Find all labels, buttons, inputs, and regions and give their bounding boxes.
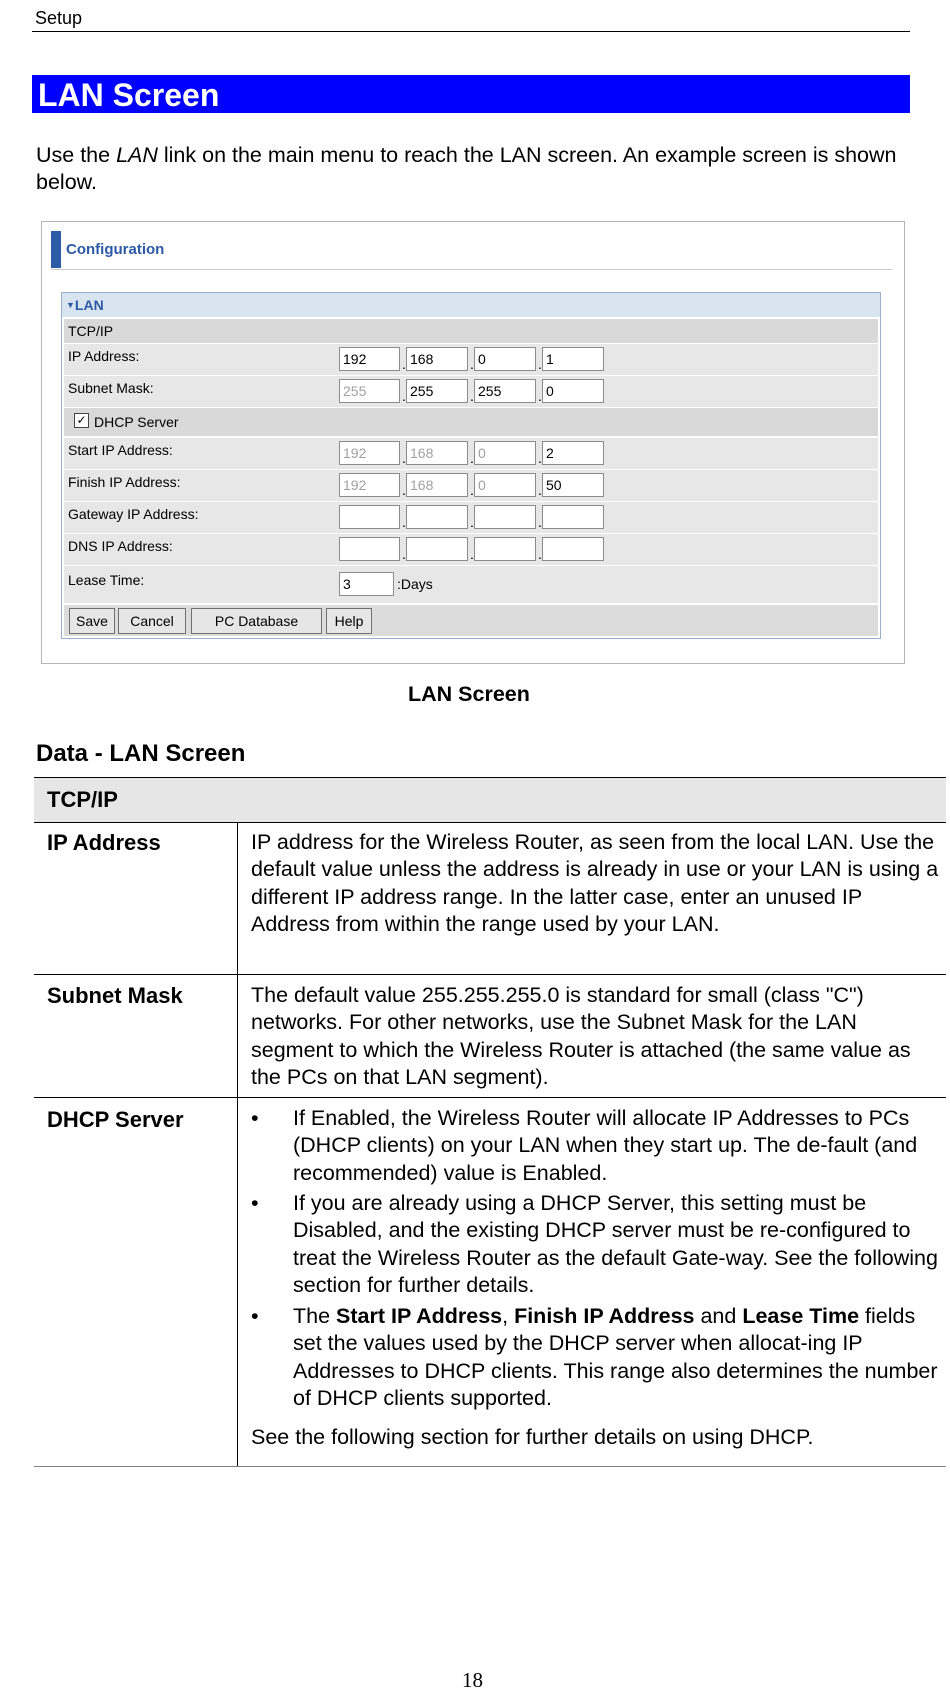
table-section-header [34, 778, 946, 822]
subnet-mask-octet-1[interactable]: 255 [339, 379, 400, 403]
header-divider [32, 31, 910, 32]
octet-separator: . [538, 514, 542, 530]
octet-separator: . [538, 450, 542, 466]
dns-ip-octet-3[interactable] [474, 537, 536, 561]
subnet-mask-octet-3[interactable]: 255 [474, 379, 536, 403]
section-title-bar [32, 75, 910, 113]
start-ip-label: Start IP Address: [68, 442, 173, 458]
gateway-ip-octet-2[interactable] [406, 505, 468, 529]
bullet-icon: • [251, 1191, 259, 1215]
bullet-3-part: The [293, 1304, 337, 1328]
gateway-ip-octet-1[interactable] [339, 505, 400, 529]
section-title: LAN Screen [38, 77, 220, 113]
pc-database-button[interactable]: PC Database [191, 608, 322, 634]
octet-separator: . [402, 482, 406, 498]
finish-ip-address-term: Finish IP Address [514, 1304, 695, 1328]
finish-ip-octet-4[interactable]: 50 [542, 473, 604, 497]
ip-address-description: IP address for the Wireless Router, as seen from the local LAN. Use the default value unless the address is already in use or your LAN is using a different IP address range. In the latter case, enter an unused IP Address from within the range used by your LAN. [251, 830, 939, 936]
gateway-ip-octet-3[interactable] [474, 505, 536, 529]
dhcp-bullet-2-text: If you are already using a DHCP Server, this setting must be Disabled, and the existing DHCP server must be re-configured to treat the Wireless Router as the default Gate-way. See the following section for further details. [293, 1191, 938, 1297]
octet-separator: . [470, 450, 474, 466]
running-header: Setup [35, 8, 83, 28]
octet-separator: . [470, 482, 474, 498]
dns-ip-label: DNS IP Address: [68, 538, 173, 554]
tcpip-section-row [64, 319, 878, 343]
start-ip-address-term: Start IP Address [336, 1304, 503, 1328]
dhcp-footer-note: See the following section for further details on using DHCP. [251, 1425, 814, 1449]
octet-separator: . [402, 546, 406, 562]
dns-ip-octet-1[interactable] [339, 537, 400, 561]
lease-time-term: Lease Time [742, 1304, 860, 1328]
start-ip-octet-1: 192 [339, 441, 400, 465]
checkmark-icon: ✓ [76, 413, 87, 427]
octet-separator: . [470, 546, 474, 562]
cancel-button[interactable]: Cancel [118, 608, 186, 634]
octet-separator: . [402, 514, 406, 530]
table-column-rule [237, 822, 238, 1466]
gateway-ip-row [64, 502, 878, 533]
bullet-3-part: fields set the values used by the DHCP server when allocat-ing IP Addresses to DHCP clients. This range also determines the number of DHCP clients supported. [293, 1304, 938, 1410]
ip-address-label: IP Address: [68, 348, 140, 364]
table-bottom-rule [34, 1466, 946, 1467]
intro-link-word: LAN [116, 143, 158, 167]
bullet-3-part: , [502, 1304, 515, 1328]
ip-address-octet-3[interactable]: 0 [474, 347, 536, 371]
octet-separator: . [470, 514, 474, 530]
page-number: 18 [462, 1668, 483, 1692]
configuration-accent-bar [51, 231, 61, 268]
lan-panel-title [66, 297, 104, 313]
bullet-3-part: and [694, 1304, 743, 1328]
dhcp-server-term: DHCP Server [47, 1107, 184, 1132]
dhcp-bullet-3-text [293, 1303, 939, 1412]
subnet-mask-term: Subnet Mask [47, 983, 183, 1008]
dns-ip-octet-2[interactable] [406, 537, 468, 561]
start-ip-octet-4[interactable]: 2 [542, 441, 604, 465]
start-ip-octet-3: 0 [474, 441, 536, 465]
lease-time-row [64, 566, 878, 603]
configuration-header [51, 229, 892, 270]
table-row-rule [34, 822, 946, 823]
table-row-rule [34, 1097, 946, 1098]
lease-time-unit: :Days [397, 576, 433, 592]
ip-address-octet-2[interactable]: 168 [406, 347, 468, 371]
octet-separator: . [538, 356, 542, 372]
octet-separator: . [538, 388, 542, 404]
collapse-triangle-icon: ▼ [66, 300, 75, 310]
finish-ip-label: Finish IP Address: [68, 474, 181, 490]
dhcp-server-row [64, 408, 878, 436]
lan-panel-title-text: LAN [74, 297, 104, 313]
octet-separator: . [470, 356, 474, 372]
start-ip-octet-2: 168 [406, 441, 468, 465]
octet-separator: . [538, 546, 542, 562]
intro-paragraph [36, 142, 906, 196]
lan-config-screenshot [41, 221, 905, 664]
tcpip-section-label: TCP/IP [68, 323, 114, 339]
save-button[interactable]: Save [69, 608, 115, 634]
intro-text-after: link on the main menu to reach the LAN screen. An example screen is shown below. [36, 143, 897, 194]
gateway-ip-octet-4[interactable] [542, 505, 604, 529]
table-section-label: TCP/IP [47, 787, 118, 812]
lan-panel-header[interactable] [62, 293, 880, 317]
octet-separator: . [538, 482, 542, 498]
finish-ip-octet-3: 0 [474, 473, 536, 497]
subnet-mask-label: Subnet Mask: [68, 380, 154, 396]
help-button[interactable]: Help [326, 608, 372, 634]
gateway-ip-label: Gateway IP Address: [68, 506, 199, 522]
dns-ip-row [64, 534, 878, 565]
lan-panel [61, 292, 881, 639]
octet-separator: . [402, 356, 406, 372]
octet-separator: . [470, 388, 474, 404]
dhcp-bullet-1-text: If Enabled, the Wireless Router will allocate IP Addresses to PCs (DHCP clients) on your LAN when they start up. The de-fault (and recommended) value is Enabled. [293, 1106, 918, 1185]
dns-ip-octet-4[interactable] [542, 537, 604, 561]
lease-time-input[interactable]: 3 [339, 572, 394, 596]
button-row [64, 605, 878, 636]
configuration-title: Configuration [66, 241, 165, 258]
finish-ip-row [64, 470, 878, 501]
intro-text-before: Use the [36, 143, 117, 167]
table-row-rule [34, 974, 946, 975]
figure-caption: LAN Screen [408, 682, 530, 706]
octet-separator: . [402, 450, 406, 466]
bullet-icon: • [251, 1106, 259, 1130]
lease-time-label: Lease Time: [68, 572, 145, 588]
subnet-mask-octet-2[interactable]: 255 [406, 379, 468, 403]
ip-address-row [64, 344, 878, 375]
subnet-mask-row [64, 376, 878, 407]
dhcp-server-label: DHCP Server [94, 414, 179, 430]
dhcp-server-checkbox[interactable] [74, 413, 89, 428]
subnet-mask-description: The default value 255.255.255.0 is standard for small (class "C") networks. For other networks, use the Subnet Mask for the LAN segment to which the Wireless Router is attached (the same value as the PCs on that LAN segment). [251, 983, 911, 1089]
ip-address-octet-4[interactable]: 1 [542, 347, 604, 371]
ip-address-octet-1[interactable]: 192 [339, 347, 400, 371]
table-title: Data - LAN Screen [36, 740, 246, 767]
ip-address-term: IP Address [47, 830, 161, 855]
octet-separator: . [402, 388, 406, 404]
finish-ip-octet-1: 192 [339, 473, 400, 497]
start-ip-row [64, 438, 878, 469]
subnet-mask-octet-4[interactable]: 0 [542, 379, 604, 403]
finish-ip-octet-2: 168 [406, 473, 468, 497]
bullet-icon: • [251, 1304, 259, 1328]
